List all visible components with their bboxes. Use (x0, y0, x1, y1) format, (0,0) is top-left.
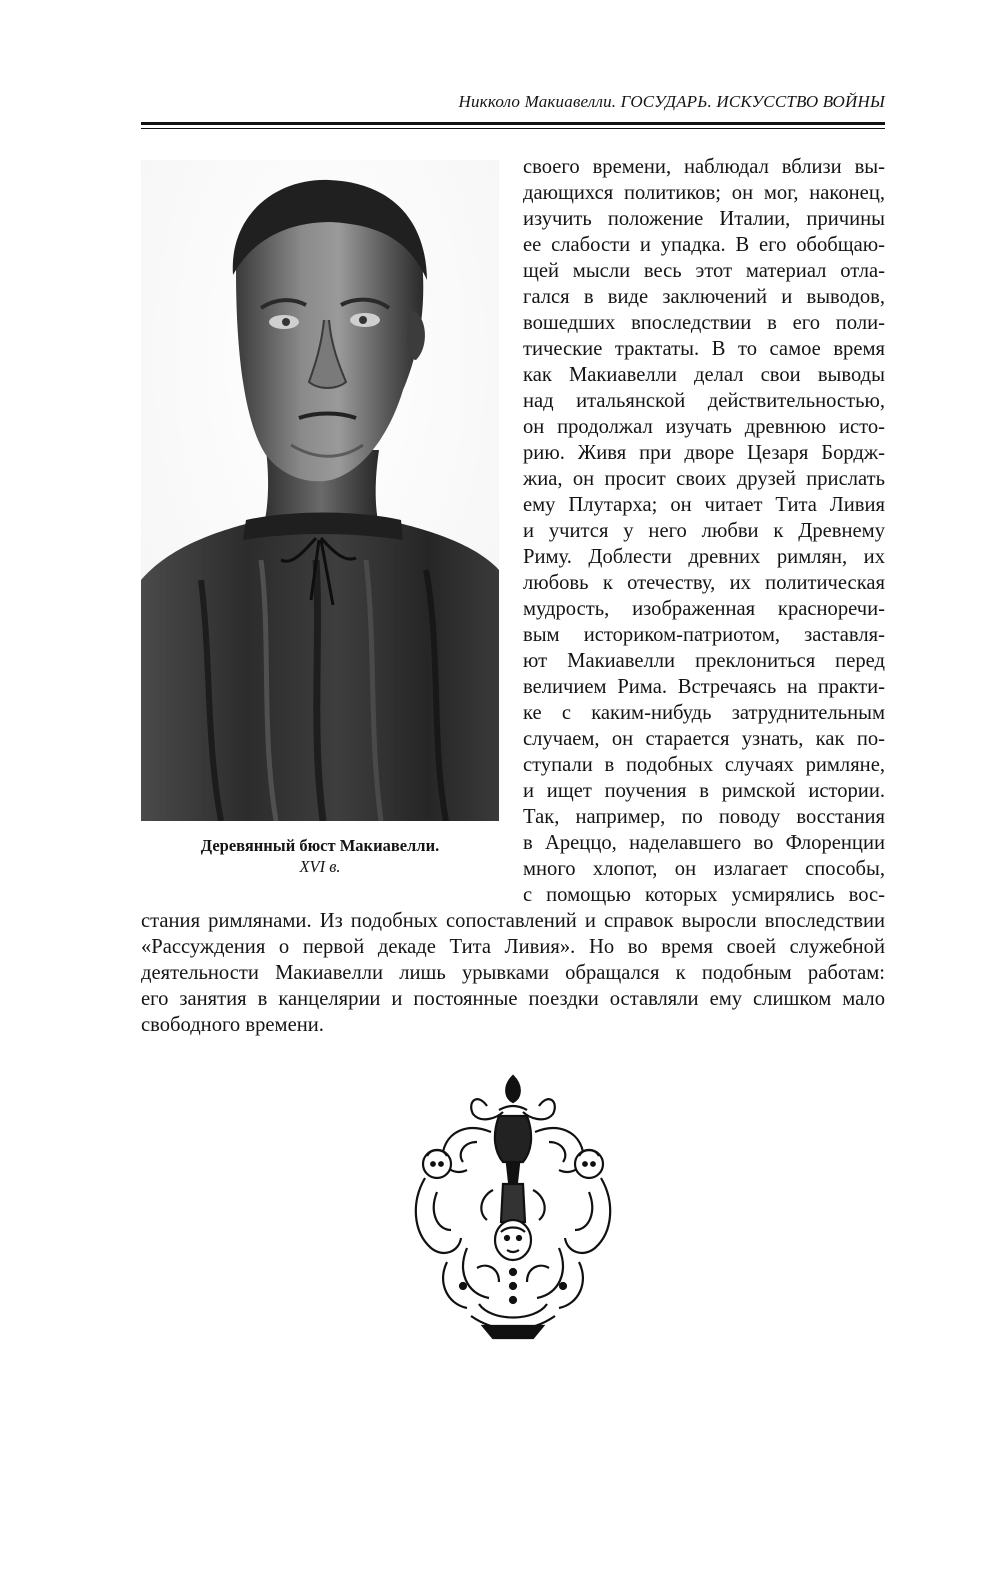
running-header: Никколо Макиавелли. ГОСУДАРЬ. ИСКУССТВО ВОЙНЫ (458, 92, 885, 111)
body-line: мудрость, изображенная красноречи- (523, 598, 885, 620)
header-rule-thick (141, 122, 885, 125)
decorative-ornament-icon (407, 1072, 619, 1340)
body-line: ему Плутарха; он читает Тита Ливия (523, 494, 885, 516)
body-line: Так, например, по поводу восстания (523, 806, 885, 828)
body-line: и учится у него любви к Древнему (523, 520, 885, 542)
body-line: любовь к отечеству, их политическая (523, 572, 885, 594)
body-line: «Рассуждения о первой декаде Тита Ливия». Но во время своей служебной (141, 936, 885, 958)
body-line: ке с каким-нибудь затруднительным (523, 702, 885, 724)
body-line: с помощью которых усмирялись вос- (523, 884, 885, 906)
body-line: случаем, он старается узнать, как по- (523, 728, 885, 750)
body-line: его занятия в канцелярии и постоянные поездки оставляли ему слишком мало (141, 988, 885, 1010)
body-line: тические трактаты. В то самое время (523, 338, 885, 360)
body-line: величием Рима. Встречаясь на практи- (523, 676, 885, 698)
body-line: вым историком-патриотом, заставля- (523, 624, 885, 646)
body-line: дающихся политиков; он мог, наконец, (523, 182, 885, 204)
body-line: над итальянской действительностью, (523, 390, 885, 412)
body-line: Риму. Доблести древних римлян, их (523, 546, 885, 568)
body-line: ее слабости и упадка. В его обобщаю- (523, 234, 885, 256)
caption-date: XVI в. (299, 857, 341, 876)
portrait-figure (141, 160, 499, 877)
body-line: изучить положение Италии, причины (523, 208, 885, 230)
body-line: стания римлянами. Из подобных сопоставлений и справок выросли впоследствии (141, 910, 885, 932)
body-line: рию. Живя при дворе Цезаря Бордж- (523, 442, 885, 464)
body-line: гался в виде заключений и выводов, (523, 286, 885, 308)
body-line: и ищет поучения в римской истории. (523, 780, 885, 802)
body-line: свободного времени. (141, 1014, 324, 1036)
body-line: своего времени, наблюдал вблизи вы- (523, 156, 885, 178)
body-line: ют Макиавелли преклониться перед (523, 650, 885, 672)
body-line: много хлопот, он излагает способы, (523, 858, 885, 880)
bust-portrait-image (141, 160, 499, 821)
body-line: вошедших впоследствии в его поли- (523, 312, 885, 334)
caption-title: Деревянный бюст Макиавелли. (200, 836, 440, 855)
body-line: в Ареццо, наделавшего во Флоренции (523, 832, 885, 854)
header-rule-thin (141, 128, 885, 129)
body-line: жиа, он просит своих друзей прислать (523, 468, 885, 490)
figure-caption (141, 835, 499, 877)
body-line: щей мысли весь этот материал отла- (523, 260, 885, 282)
body-line: ступали в подобных случаях римляне, (523, 754, 885, 776)
body-line: он продолжал изучать древнюю исто- (523, 416, 885, 438)
body-line: деятельности Макиавелли лишь урывками обращался к подобным работам: (141, 962, 885, 984)
body-line: как Макиавелли делал свои выводы (523, 364, 885, 386)
